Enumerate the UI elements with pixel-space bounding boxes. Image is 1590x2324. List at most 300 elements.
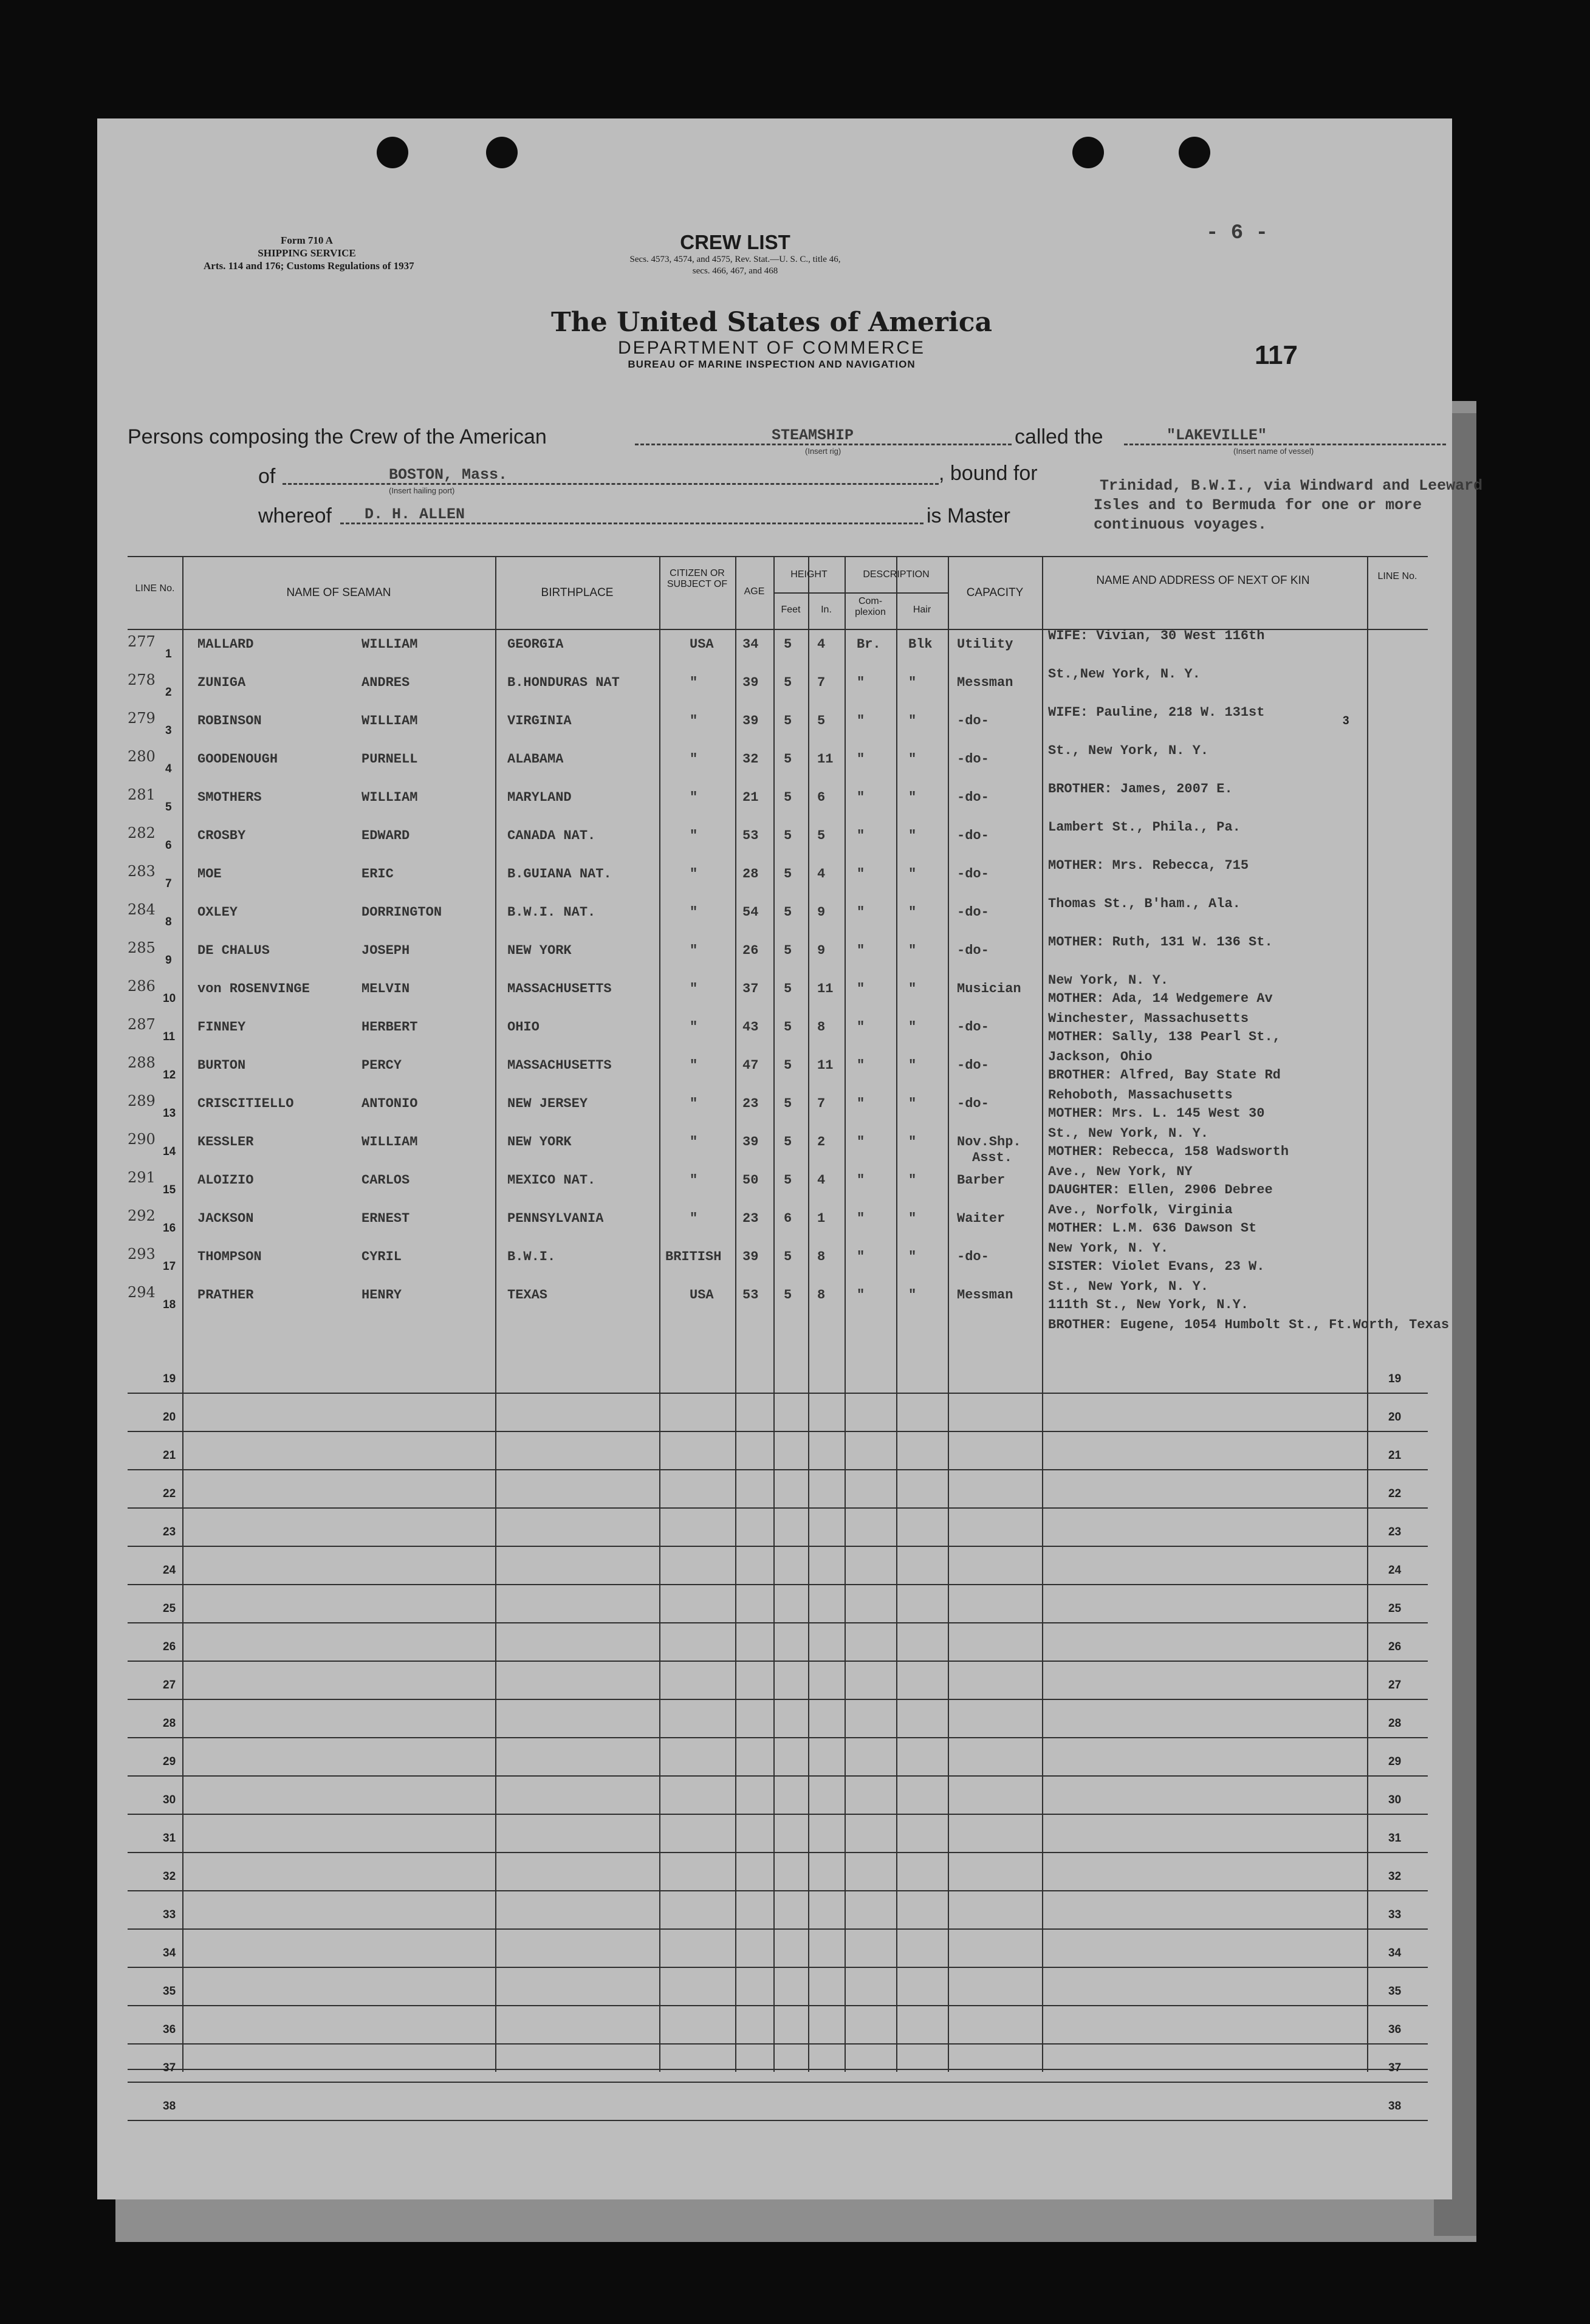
line-number: 37 xyxy=(163,2062,176,2074)
height-inches: 11 xyxy=(817,981,834,996)
birthplace: CANADA NAT. xyxy=(507,828,596,843)
line-number: 5 xyxy=(165,801,172,814)
insert-rig-hint: (Insert rig) xyxy=(805,447,841,456)
citizenship: " xyxy=(690,905,698,920)
line-number: 15 xyxy=(163,1184,176,1196)
surname: BURTON xyxy=(197,1058,246,1073)
given-name: MELVIN xyxy=(362,981,410,996)
line-number-right: 24 xyxy=(1388,1564,1402,1577)
row-rule xyxy=(128,2120,1428,2121)
table-row xyxy=(128,1164,1428,1206)
surname: von ROSENVINGE xyxy=(197,981,310,996)
given-name: ANDRES xyxy=(362,675,410,690)
punch-hole xyxy=(1072,137,1104,168)
next-of-kin: MOTHER: L.M. 636 Dawson St xyxy=(1048,1221,1257,1236)
statute-ref-1: Secs. 4573, 4574, and 4575, Rev. Stat.—U. S. C., title 46, xyxy=(629,255,841,264)
birthplace: B.GUIANA NAT. xyxy=(507,866,612,882)
line-number: 31 xyxy=(163,1832,176,1845)
age: 21 xyxy=(742,790,759,805)
handwritten-entry-no: 281 xyxy=(128,786,156,803)
hair: " xyxy=(908,905,917,920)
handwritten-entry-no: 285 xyxy=(128,939,156,956)
table-row xyxy=(128,1088,1428,1129)
citizenship: BRITISH xyxy=(665,1249,722,1264)
surname: CROSBY xyxy=(197,828,246,843)
header-line-no: LINE No. xyxy=(135,583,175,594)
citizenship: " xyxy=(690,1211,698,1226)
age: 39 xyxy=(742,1134,759,1150)
form-title: CREW LIST xyxy=(680,231,790,253)
given-name: WILLIAM xyxy=(362,713,418,728)
line-number: 27 xyxy=(163,1679,176,1692)
given-name: PURNELL xyxy=(362,752,418,767)
birthplace: B.W.I. xyxy=(507,1249,556,1264)
capacity: -do- xyxy=(957,1058,989,1073)
punch-hole xyxy=(1179,137,1210,168)
line-number: 17 xyxy=(163,1260,176,1273)
capacity: Utility xyxy=(957,637,1013,652)
citizenship: " xyxy=(690,1134,698,1150)
line-number-right: 33 xyxy=(1388,1908,1402,1921)
table-row xyxy=(128,743,1428,785)
hair: Blk xyxy=(908,637,933,652)
master-name: D. H. ALLEN xyxy=(365,506,465,523)
complexion: " xyxy=(857,1058,865,1073)
next-of-kin: Jackson, Ohio xyxy=(1048,1049,1153,1064)
line-number-right: 22 xyxy=(1388,1487,1402,1500)
handwritten-entry-no: 289 xyxy=(128,1092,156,1109)
table-row xyxy=(128,820,1428,862)
line-number: 2 xyxy=(165,686,172,699)
height-feet: 5 xyxy=(784,943,792,958)
line-number: 36 xyxy=(163,2023,176,2036)
line-number: 22 xyxy=(163,1487,176,1500)
capacity-note: Asst. xyxy=(972,1150,1013,1165)
height-feet: 5 xyxy=(784,675,792,690)
line-number: 33 xyxy=(163,1908,176,1921)
master-label: is Master xyxy=(927,504,1010,527)
header-name: NAME OF SEAMAN xyxy=(286,586,391,599)
next-of-kin: Ave., New York, NY xyxy=(1048,1164,1193,1179)
row-rule xyxy=(128,1622,1428,1623)
row-rule xyxy=(128,1890,1428,1891)
header-inches: In. xyxy=(821,605,832,615)
row-rule xyxy=(128,1546,1428,1547)
margin-note: 3 xyxy=(1343,715,1349,727)
line-number-right: 36 xyxy=(1388,2023,1402,2036)
surname: PRATHER xyxy=(197,1287,254,1303)
given-name: ERNEST xyxy=(362,1211,410,1226)
complexion: " xyxy=(857,866,865,882)
age: 54 xyxy=(742,905,759,920)
surname: OXLEY xyxy=(197,905,238,920)
height-inches: 5 xyxy=(817,713,826,728)
capacity: Barber xyxy=(957,1173,1006,1188)
citizenship: USA xyxy=(690,1287,714,1303)
handwritten-entry-no: 292 xyxy=(128,1207,156,1224)
header-feet: Feet xyxy=(781,605,801,615)
line-number-right: 21 xyxy=(1388,1449,1402,1462)
row-rule xyxy=(128,1584,1428,1585)
next-of-kin: WIFE: Vivian, 30 West 116th xyxy=(1048,628,1265,643)
citizenship: " xyxy=(690,1020,698,1035)
handwritten-entry-no: 294 xyxy=(128,1284,156,1301)
insert-port-hint: (Insert hailing port) xyxy=(389,486,455,495)
surname: JACKSON xyxy=(197,1211,254,1226)
row-rule xyxy=(128,1852,1428,1853)
line-number: 24 xyxy=(163,1564,176,1577)
line-number: 1 xyxy=(165,648,172,660)
line-number: 8 xyxy=(165,916,172,928)
table-row xyxy=(128,1011,1428,1053)
surname: SMOTHERS xyxy=(197,790,262,805)
height-feet: 5 xyxy=(784,637,792,652)
capacity: -do- xyxy=(957,866,989,882)
line-number: 30 xyxy=(163,1794,176,1806)
capacity: Waiter xyxy=(957,1211,1006,1226)
age: 50 xyxy=(742,1173,759,1188)
table-row xyxy=(128,1279,1428,1321)
next-of-kin: MOTHER: Rebecca, 158 Wadsworth xyxy=(1048,1144,1289,1159)
handwritten-entry-no: 277 xyxy=(128,633,156,650)
next-of-kin: St., New York, N. Y. xyxy=(1048,1126,1209,1141)
height-inches: 11 xyxy=(817,752,834,767)
height-feet: 5 xyxy=(784,1173,792,1188)
height-inches: 4 xyxy=(817,866,826,882)
line-number: 21 xyxy=(163,1449,176,1462)
birthplace: MARYLAND xyxy=(507,790,572,805)
capacity: -do- xyxy=(957,828,989,843)
capacity: Messman xyxy=(957,675,1013,690)
line-number: 28 xyxy=(163,1717,176,1730)
age: 47 xyxy=(742,1058,759,1073)
line-number-right: 38 xyxy=(1388,2100,1402,2113)
called-label: called the xyxy=(1015,425,1103,448)
next-of-kin: St., New York, N. Y. xyxy=(1048,743,1209,758)
age: 39 xyxy=(742,713,759,728)
birthplace: GEORGIA xyxy=(507,637,564,652)
handwritten-entry-no: 282 xyxy=(128,824,156,842)
next-of-kin: Thomas St., B'ham., Ala. xyxy=(1048,896,1241,911)
hair: " xyxy=(908,1058,917,1073)
line-number: 13 xyxy=(163,1107,176,1120)
height-inches: 6 xyxy=(817,790,826,805)
height-feet: 5 xyxy=(784,905,792,920)
bound-label: , bound for xyxy=(939,462,1038,485)
citizenship: " xyxy=(690,981,698,996)
line-number-right: 37 xyxy=(1388,2062,1402,2074)
citizenship: " xyxy=(690,790,698,805)
hair: " xyxy=(908,675,917,690)
birthplace: MEXICO NAT. xyxy=(507,1173,596,1188)
complexion: " xyxy=(857,905,865,920)
next-of-kin: MOTHER: Mrs. L. 145 West 30 xyxy=(1048,1106,1265,1121)
given-name: HENRY xyxy=(362,1287,402,1303)
line-number: 35 xyxy=(163,1985,176,1998)
header-birthplace: BIRTHPLACE xyxy=(541,586,614,599)
next-of-kin: MOTHER: Mrs. Rebecca, 715 xyxy=(1048,858,1249,873)
row-rule xyxy=(128,2043,1428,2045)
height-feet: 5 xyxy=(784,866,792,882)
header-hair: Hair xyxy=(913,605,931,615)
bureau-heading: BUREAU OF MARINE INSPECTION AND NAVIGATION xyxy=(628,358,916,370)
next-of-kin: BROTHER: James, 2007 E. xyxy=(1048,781,1233,797)
hair: " xyxy=(908,981,917,996)
hair: " xyxy=(908,752,917,767)
line-number-right: 26 xyxy=(1388,1640,1402,1653)
next-of-kin: Ave., Norfolk, Virginia xyxy=(1048,1202,1233,1218)
age: 32 xyxy=(742,752,759,767)
table-row xyxy=(128,896,1428,938)
hair: " xyxy=(908,1287,917,1303)
height-feet: 5 xyxy=(784,1020,792,1035)
next-of-kin: MOTHER: Sally, 138 Pearl St., xyxy=(1048,1029,1281,1044)
line-number: 26 xyxy=(163,1640,176,1653)
birthplace: B.W.I. NAT. xyxy=(507,905,596,920)
height-inches: 4 xyxy=(817,1173,826,1188)
line-number-right: 19 xyxy=(1388,1373,1402,1385)
department-heading: DEPARTMENT OF COMMERCE xyxy=(617,338,926,358)
height-inches: 11 xyxy=(817,1058,834,1073)
complexion: " xyxy=(857,1287,865,1303)
hair: " xyxy=(908,1134,917,1150)
next-of-kin: MOTHER: Ada, 14 Wedgemere Av xyxy=(1048,991,1273,1006)
surname: KESSLER xyxy=(197,1134,254,1150)
next-of-kin: BROTHER: Eugene, 1054 Humbolt St., Ft.Worth, Texas xyxy=(1048,1317,1450,1332)
birthplace: VIRGINIA xyxy=(507,713,572,728)
height-feet: 5 xyxy=(784,828,792,843)
next-of-kin: St., New York, N. Y. xyxy=(1048,1279,1209,1294)
hair: " xyxy=(908,1173,917,1188)
complexion: " xyxy=(857,752,865,767)
line-number: 7 xyxy=(165,877,172,890)
complexion: " xyxy=(857,1249,865,1264)
birthplace: MASSACHUSETTS xyxy=(507,1058,612,1073)
header-capacity: CAPACITY xyxy=(966,586,1024,599)
birthplace: B.HONDURAS NAT xyxy=(507,675,620,690)
header-line-no-right: LINE No. xyxy=(1377,571,1417,581)
line-number: 20 xyxy=(163,1411,176,1424)
given-name: CYRIL xyxy=(362,1249,402,1264)
height-inches: 1 xyxy=(817,1211,826,1226)
height-inches: 5 xyxy=(817,828,826,843)
line-number-right: 23 xyxy=(1388,1526,1402,1538)
given-name: WILLIAM xyxy=(362,1134,418,1150)
hair: " xyxy=(908,866,917,882)
height-inches: 8 xyxy=(817,1249,826,1264)
line-number: 25 xyxy=(163,1602,176,1615)
hair: " xyxy=(908,1249,917,1264)
height-inches: 7 xyxy=(817,675,826,690)
hair: " xyxy=(908,713,917,728)
table-row xyxy=(128,705,1428,747)
line-number: 38 xyxy=(163,2100,176,2113)
age: 53 xyxy=(742,828,759,843)
next-of-kin: Winchester, Massachusetts xyxy=(1048,1011,1249,1026)
citizenship: " xyxy=(690,828,698,843)
hair: " xyxy=(908,943,917,958)
line-number: 32 xyxy=(163,1870,176,1883)
capacity: -do- xyxy=(957,752,989,767)
table-row xyxy=(128,667,1428,708)
insert-name-hint: (Insert name of vessel) xyxy=(1233,447,1314,456)
complexion: " xyxy=(857,828,865,843)
surname: CRISCITIELLO xyxy=(197,1096,294,1111)
height-feet: 5 xyxy=(784,713,792,728)
height-feet: 5 xyxy=(784,752,792,767)
complexion: " xyxy=(857,1134,865,1150)
citizenship: " xyxy=(690,866,698,882)
complexion: " xyxy=(857,981,865,996)
height-inches: 2 xyxy=(817,1134,826,1150)
age: 43 xyxy=(742,1020,759,1035)
table-row xyxy=(128,1241,1428,1283)
row-rule xyxy=(128,2082,1428,2083)
given-name: DORRINGTON xyxy=(362,905,442,920)
citizenship: " xyxy=(690,1058,698,1073)
line-number: 12 xyxy=(163,1069,176,1081)
persons-label: Persons composing the Crew of the American xyxy=(128,425,547,448)
line-number-right: 30 xyxy=(1388,1794,1402,1806)
complexion: " xyxy=(857,713,865,728)
age: 39 xyxy=(742,675,759,690)
age: 37 xyxy=(742,981,759,996)
line-number: 10 xyxy=(163,992,176,1005)
given-name: JOSEPH xyxy=(362,943,410,958)
height-feet: 5 xyxy=(784,1134,792,1150)
complexion: Br. xyxy=(857,637,881,652)
birthplace: MASSACHUSETTS xyxy=(507,981,612,996)
handwritten-entry-no: 286 xyxy=(128,978,156,995)
next-of-kin: MOTHER: Ruth, 131 W. 136 St. xyxy=(1048,934,1273,950)
next-of-kin: 111th St., New York, N.Y. xyxy=(1048,1297,1249,1312)
height-inches: 7 xyxy=(817,1096,826,1111)
hair: " xyxy=(908,1211,917,1226)
capacity: -do- xyxy=(957,713,989,728)
form-identifier xyxy=(204,234,414,272)
table-row xyxy=(128,781,1428,823)
height-feet: 6 xyxy=(784,1211,792,1226)
surname: DE CHALUS xyxy=(197,943,270,958)
handwritten-entry-no: 290 xyxy=(128,1131,156,1148)
punch-hole xyxy=(486,137,518,168)
row-rule xyxy=(128,1737,1428,1738)
form-title-block xyxy=(571,231,899,277)
height-feet: 5 xyxy=(784,1287,792,1303)
row-rule xyxy=(128,1393,1428,1394)
description-subrule xyxy=(845,592,948,594)
row-rule xyxy=(128,1928,1428,1930)
citizenship: " xyxy=(690,1096,698,1111)
next-of-kin: WIFE: Pauline, 218 W. 131st xyxy=(1048,705,1265,720)
table-row xyxy=(128,1317,1450,1359)
handwritten-entry-no: 284 xyxy=(128,901,156,918)
table-row xyxy=(128,1126,1428,1168)
age: 28 xyxy=(742,866,759,882)
destination-line-2: Isles and to Bermuda for one or more xyxy=(1094,496,1422,514)
given-name: ANTONIO xyxy=(362,1096,418,1111)
vessel-type: STEAMSHIP xyxy=(772,427,854,444)
line-number-right: 25 xyxy=(1388,1602,1402,1615)
form-service: SHIPPING SERVICE xyxy=(258,247,356,259)
height-inches: 8 xyxy=(817,1287,826,1303)
line-number-right: 35 xyxy=(1388,1985,1402,1998)
handwritten-entry-no: 280 xyxy=(128,748,156,765)
age: 53 xyxy=(742,1287,759,1303)
handwritten-entry-no: 279 xyxy=(128,710,156,727)
complexion: " xyxy=(857,1096,865,1111)
next-of-kin: Rehoboth, Massachusetts xyxy=(1048,1088,1233,1103)
handwritten-entry-no: 278 xyxy=(128,671,156,688)
surname: ZUNIGA xyxy=(197,675,246,690)
row-rule xyxy=(128,1661,1428,1662)
birthplace: PENNSYLVANIA xyxy=(507,1211,604,1226)
line-number: 9 xyxy=(165,954,172,967)
hailing-port: BOSTON, Mass. xyxy=(389,466,508,484)
destination-line-1: Trinidad, B.W.I., via Windward and Leeward xyxy=(1100,477,1483,495)
complexion: " xyxy=(857,675,865,690)
hair: " xyxy=(908,1096,917,1111)
handwritten-entry-no: 287 xyxy=(128,1016,156,1033)
next-of-kin: New York, N. Y. xyxy=(1048,1241,1169,1256)
hair: " xyxy=(908,1020,917,1035)
line-number: 18 xyxy=(163,1298,176,1311)
capacity: -do- xyxy=(957,1096,989,1111)
height-inches: 4 xyxy=(817,637,826,652)
age: 23 xyxy=(742,1096,759,1111)
complexion: " xyxy=(857,943,865,958)
height-feet: 5 xyxy=(784,1249,792,1264)
line-number-right: 34 xyxy=(1388,1947,1402,1959)
table-row xyxy=(128,858,1428,900)
capacity: Nov.Shp. xyxy=(957,1134,1021,1150)
table-row xyxy=(128,1049,1428,1091)
complexion: " xyxy=(857,1173,865,1188)
citizenship: " xyxy=(690,713,698,728)
row-rule xyxy=(128,1469,1428,1470)
row-rule xyxy=(128,2005,1428,2006)
table-row xyxy=(128,973,1428,1015)
capacity: -do- xyxy=(957,905,989,920)
next-of-kin: SISTER: Violet Evans, 23 W. xyxy=(1048,1259,1265,1274)
page-mark: - 6 - xyxy=(1206,222,1269,245)
table-row xyxy=(128,934,1428,976)
surname: MALLARD xyxy=(197,637,254,652)
port-line xyxy=(283,483,939,485)
capacity: Messman xyxy=(957,1287,1013,1303)
hair: " xyxy=(908,790,917,805)
line-number-right: 27 xyxy=(1388,1679,1402,1692)
height-inches: 8 xyxy=(817,1020,826,1035)
complexion: " xyxy=(857,790,865,805)
row-rule xyxy=(128,1814,1428,1815)
handwritten-entry-no: 288 xyxy=(128,1054,156,1071)
complexion: " xyxy=(857,1211,865,1226)
row-rule xyxy=(128,1507,1428,1509)
row-rule xyxy=(128,1431,1428,1432)
height-feet: 5 xyxy=(784,790,792,805)
age: 39 xyxy=(742,1249,759,1264)
handwritten-entry-no: 293 xyxy=(128,1246,156,1263)
line-number: 23 xyxy=(163,1526,176,1538)
punch-hole xyxy=(377,137,408,168)
birthplace: NEW YORK xyxy=(507,943,572,958)
capacity: -do- xyxy=(957,790,989,805)
height-feet: 5 xyxy=(784,1058,792,1073)
table-row xyxy=(128,628,1428,670)
form-number: Form 710 A xyxy=(281,235,333,246)
given-name: CARLOS xyxy=(362,1173,410,1188)
